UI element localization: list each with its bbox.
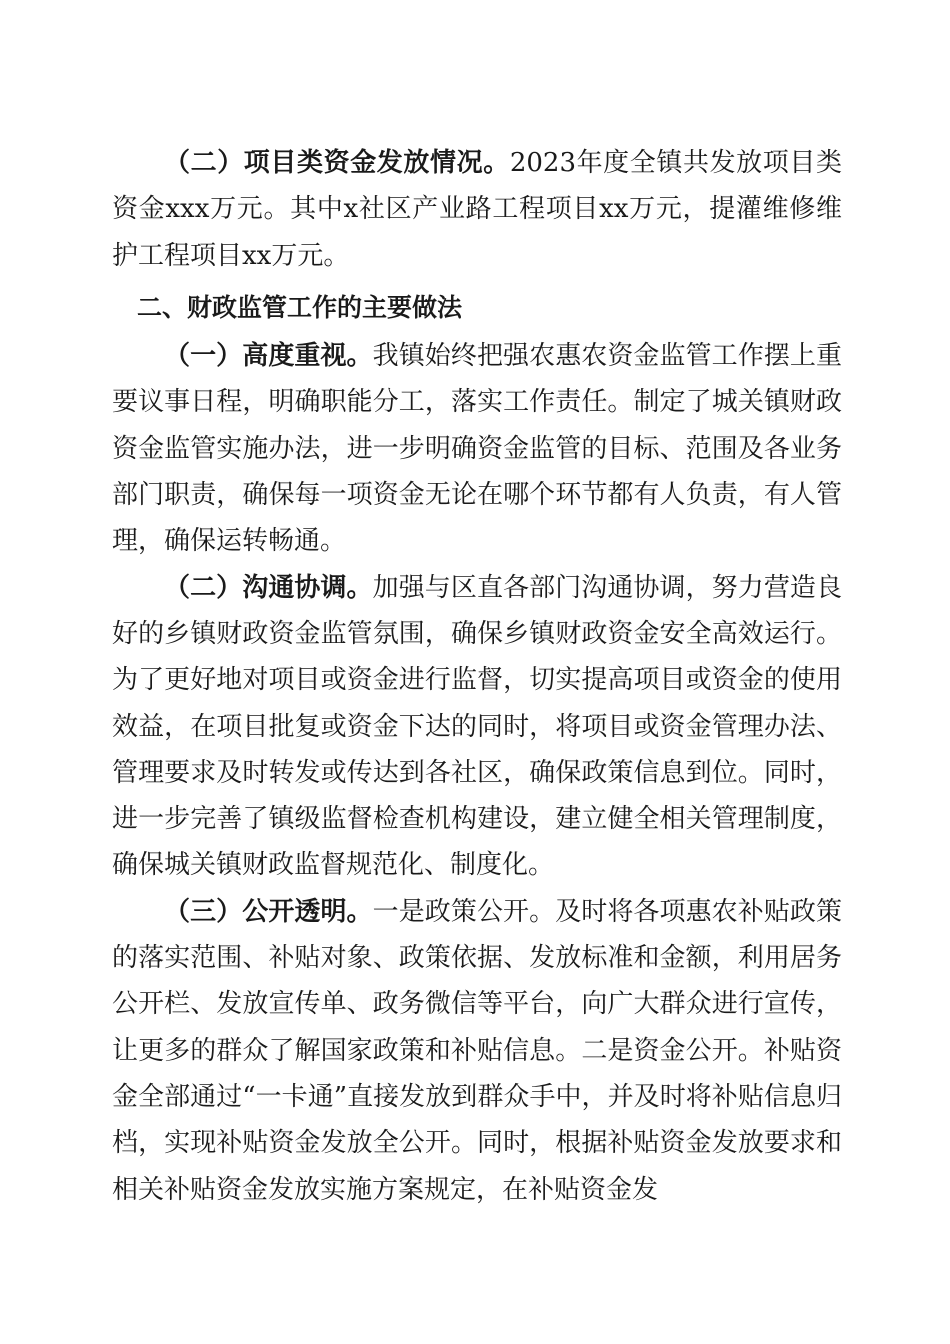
document-page xyxy=(112,140,842,1213)
paragraph-lead: （二）项目类资金发放情况。 xyxy=(164,148,510,178)
paragraph-high-attention xyxy=(112,333,842,564)
paragraph-text: 加强与区直各部门沟通协调，努力营造良好的乡镇财政资金监管氛围，确保乡镇财政资金安全高效运行。为了更好地对项目或资金进行监督，切实提高项目或资金的使用效益，在项目批复或资金下达的同时，将项目或资金管理办法、管理要求及时转发或传达到各社区，确保政策信息到位。同时，进一步完善了镇级监督检查机构建设，建立健全相关管理制度，确保城关镇财政监督规范化、制度化。 xyxy=(112,572,842,881)
section-heading: 二、财政监管工作的主要做法 xyxy=(137,292,463,322)
paragraph-coordination xyxy=(112,565,842,889)
paragraph-lead: （二）沟通协调。 xyxy=(164,572,373,603)
paragraph-lead: （一）高度重视。 xyxy=(164,341,373,372)
paragraph-lead: （三）公开透明。 xyxy=(164,896,373,927)
paragraph-transparency xyxy=(112,889,842,1213)
paragraph-project-funds xyxy=(112,140,842,279)
paragraph-text: 2023年度全镇共发放项目类资金xxx万元。其中x社区产业路工程项目xx万元，提灌维修维护工程项目xx万元。 xyxy=(112,148,842,271)
paragraph-text: 一是政策公开。及时将各项惠农补贴政策的落实范围、补贴对象、政策依据、发放标准和金额，利用居务公开栏、发放宣传单、政务微信等平台，向广大群众进行宣传，让更多的群众了解国家政策和补贴信息。二是资金公开。补贴资金全部通过“一卡通”直接发放到群众手中，并及时将补贴信息归档，实现补贴资金发放全公开。同时，根据补贴资金发放要求和相关补贴资金发放实施方案规定，在补贴资金发 xyxy=(112,896,842,1205)
paragraph-text: 我镇始终把强农惠农资金监管工作摆上重要议事日程，明确职能分工，落实工作责任。制定了城关镇财政资金监管实施办法，进一步明确资金监管的目标、范围及各业务部门职责，确保每一项资金无论在哪个环节都有人负责，有人管理，确保运转畅通。 xyxy=(112,341,842,557)
